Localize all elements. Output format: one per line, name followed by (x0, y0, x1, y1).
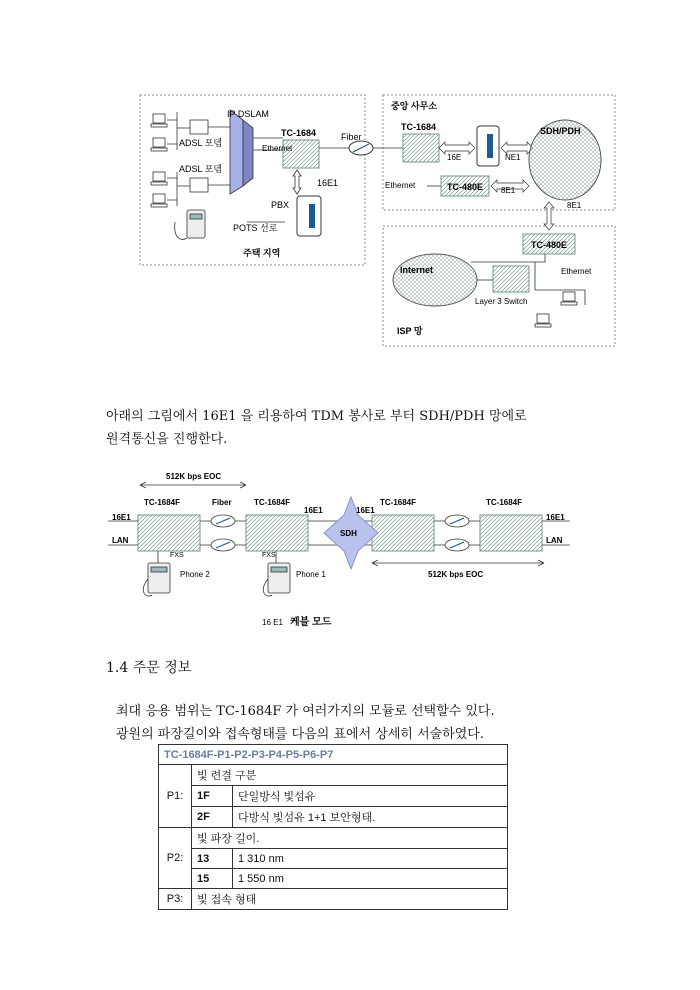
tc-d-box (480, 515, 542, 551)
layer3-switch (493, 266, 529, 292)
ethernet-isp-label: Ethernet (561, 267, 592, 276)
table-row (159, 765, 508, 786)
paragraph-1-line-2: 원격통신을 진행한다. (106, 432, 228, 447)
table-row (159, 889, 508, 910)
pbx-arrow (293, 170, 301, 194)
p2-desc-1: 1 310 nm (233, 849, 508, 869)
telephone-icon (175, 210, 205, 239)
left-lan-label: LAN (112, 536, 129, 545)
home-area-label: 주택 지역 (243, 248, 281, 258)
eoc-top-label: 512K bps EOC (166, 472, 222, 481)
caption-b: 케블 모드 (290, 617, 332, 628)
table-row (159, 807, 508, 828)
adsl-modem-box-1 (190, 120, 208, 134)
tc-a-box (138, 515, 200, 551)
table-row (159, 869, 508, 889)
tc480e-co-label: TC-480E (447, 182, 484, 192)
e1-16-label: 16E1 (317, 178, 339, 188)
fiber-label-2: Fiber (212, 498, 232, 507)
p1-code-2: 2F (192, 807, 233, 828)
adsl-modem-label-1: ADSL 포뎀 (179, 138, 223, 148)
p2-code-2: 15 (192, 869, 233, 889)
fxs-a-label: FXS (170, 552, 184, 559)
table-header-row (159, 745, 508, 765)
adsl-modem-label-2: ADSL 포뎀 (179, 164, 223, 174)
tc-c-box (372, 515, 434, 551)
right-lan-label: LAN (546, 536, 563, 545)
e1-16-co-label: 16E (447, 153, 462, 162)
table-row (159, 786, 508, 807)
p1-desc-1: 단일방식 빛섬유 (233, 786, 508, 807)
layer3-label: Layer 3 Switch (475, 297, 528, 306)
computer-icons (151, 114, 167, 207)
p1-code-1: 1F (192, 786, 233, 807)
pots-label: POTS 선로 (233, 223, 278, 233)
ip-dslam-device (230, 110, 243, 194)
p1-title: 빛 련결 구분 (192, 765, 508, 786)
fiber-label: Fiber (341, 132, 362, 142)
tc-c-label: TC-1684F (380, 498, 417, 507)
p1-label: P1: (159, 765, 192, 828)
phone-2-label: Phone 2 (180, 570, 210, 579)
paragraph-2-line-1: 최대 응용 범위는 TC-1684F 가 여러가지의 모듈로 선택할수 있다. (116, 704, 495, 719)
paragraph-1-line-1: 아래의 그림에서 16E1 을 리용하여 TDM 봉사로 부터 SDH/PDH 망에로 (106, 409, 527, 424)
tc1684-home-label: TC-1684 (281, 128, 317, 138)
p2-desc-2: 1 550 nm (233, 869, 508, 889)
internet-label: Internet (400, 265, 434, 275)
eoc-bottom-label: 512K bps EOC (428, 570, 484, 579)
pbx-label: PBX (271, 200, 290, 210)
tc1684-co-box (403, 134, 439, 162)
internet-cloud (393, 254, 477, 306)
ethernet-home-label: Ethernet (262, 144, 293, 153)
fxs-b-label: FXS (262, 552, 276, 559)
e1-8-label: 8E1 (501, 186, 516, 195)
right-e1-label: 16E1 (546, 513, 565, 522)
phone-2-icon (143, 563, 170, 596)
adsl-modem-box-2 (190, 178, 208, 192)
isp-computers (535, 292, 577, 327)
sdh-pdh-label: SDH/PDH (540, 126, 581, 136)
p1-desc-2: 다방식 빛섬유 1+1 보안형태. (233, 807, 508, 828)
table-header: TC-1684F-P1-P2-P3-P4-P5-P6-P7 (159, 745, 508, 765)
paragraph-2-line-2: 광원의 파장길이와 접속형태를 다음의 표에서 상세히 서술하였다. (116, 727, 484, 742)
e1-b-label: 16E1 (304, 506, 323, 515)
p2-title: 빛 파장 길이. (192, 828, 508, 849)
ethernet-co-label: Ethernet (385, 181, 416, 190)
ip-dslam-label: IP DSLAM (227, 109, 269, 119)
e1-c-label: 16E1 (356, 506, 375, 515)
left-e1-label: 16E1 (112, 513, 131, 522)
tc-b-box (246, 515, 308, 551)
table-row (159, 828, 508, 849)
network-diagram-2 (108, 463, 578, 633)
e1-8-b-label: 8E1 (567, 201, 582, 210)
phone-1-label: Phone 1 (296, 570, 326, 579)
caption-a: 16 E1 (262, 618, 283, 627)
ne1-label: NE1 (505, 153, 521, 162)
tc480e-isp-label: TC-480E (531, 240, 568, 250)
p2-code-1: 13 (192, 849, 233, 869)
sdh-label: SDH (340, 529, 357, 538)
p2-label: P2: (159, 828, 192, 889)
isp-arrow (544, 202, 554, 230)
tc1684-co-label: TC-1684 (401, 122, 437, 132)
p3-title: 빛 접속 형태 (192, 889, 508, 910)
section-title: 1.4 주문 정보 (106, 660, 192, 676)
network-diagram-1 (135, 90, 620, 350)
order-table (158, 744, 508, 910)
table-row (159, 849, 508, 869)
isp-net-label: ISP 망 (397, 326, 423, 336)
tc-b-label: TC-1684F (254, 498, 291, 507)
tc-d-label: TC-1684F (486, 498, 523, 507)
tc-a-label: TC-1684F (144, 498, 181, 507)
p3-label: P3: (159, 889, 192, 910)
central-office-label: 중앙 사무소 (391, 101, 437, 111)
phone-1-icon (263, 563, 290, 596)
